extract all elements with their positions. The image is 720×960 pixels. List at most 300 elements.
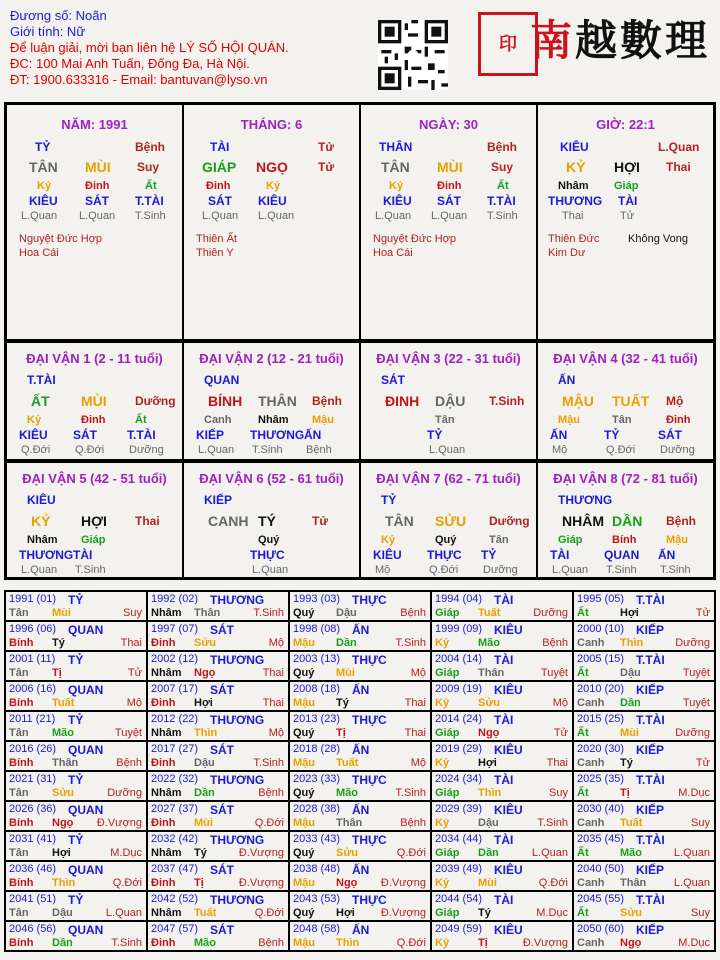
year-stem: Đinh: [151, 637, 176, 649]
year-label: 2029 (39): [435, 803, 483, 815]
hidden-stem: Canh: [204, 414, 232, 426]
earthly-branch: HỢI: [614, 159, 640, 175]
year-branch: Tý: [336, 697, 349, 709]
hidden-star: SÁT: [85, 194, 109, 208]
pillar-star: TỶ: [35, 140, 51, 154]
year-cell: [5, 711, 147, 741]
year-label: 2043 (53): [293, 893, 341, 905]
year-stem: Kỷ: [435, 937, 450, 949]
year-star: ẤN: [352, 743, 370, 757]
year-stage: Dưỡng: [107, 787, 142, 799]
hidden-stem: Đinh: [81, 414, 106, 426]
year-cell: [289, 681, 431, 711]
earthly-branch: MÙI: [85, 159, 111, 175]
hidden-stage: Dưỡng: [660, 444, 695, 456]
year-stem: Ất: [577, 607, 589, 619]
year-stage: M.Dục: [536, 907, 568, 919]
year-star: THƯƠNG: [210, 893, 265, 907]
year-label: 2016 (26): [9, 743, 57, 755]
annual-luck-table: [4, 590, 716, 952]
year-cell: [5, 801, 147, 831]
earthly-branch: TUẤT: [612, 393, 650, 409]
year-cell: [431, 891, 573, 921]
pillar-title: NGÀY: 30: [419, 117, 478, 132]
year-cell: [573, 711, 715, 741]
hidden-stem: Mậu: [312, 414, 334, 426]
year-label: 2025 (35): [577, 773, 625, 785]
hidden-star: SÁT: [208, 194, 232, 208]
hidden-stage: Dưỡng: [483, 564, 518, 576]
year-stem: Tân: [9, 847, 29, 859]
year-branch: Tị: [620, 787, 630, 799]
year-label: 2013 (23): [293, 713, 341, 725]
year-stage: L.Quan: [673, 847, 710, 859]
year-cell: [5, 591, 147, 621]
year-star: KIẾP: [636, 623, 665, 637]
year-star: QUAN: [68, 863, 104, 877]
year-label: 2033 (43): [293, 833, 341, 845]
year-cell: [147, 771, 289, 801]
year-stem: Nhâm: [151, 907, 182, 919]
year-star: SÁT: [210, 863, 234, 877]
year-cell: [5, 921, 147, 951]
special-star: Thiên Y: [196, 247, 234, 259]
branch-stage: T.Sinh: [489, 394, 525, 408]
year-label: 2032 (42): [151, 833, 199, 845]
hidden-star: TÀI: [550, 548, 570, 562]
dai-van-title: ĐẠI VẬN 6 (52 - 61 tuổi): [199, 471, 344, 486]
year-label: 1996 (06): [9, 623, 57, 635]
dai-van-star: KIÊU: [27, 493, 56, 507]
year-branch: Thân: [620, 877, 647, 889]
dai-van-title: ĐẠI VẬN 4 (32 - 41 tuổi): [553, 351, 698, 366]
year-cell: [431, 801, 573, 831]
pillar-day: [360, 104, 537, 340]
hidden-star: T.TÀI: [135, 194, 164, 208]
hidden-star: TÀI: [73, 548, 93, 562]
hidden-stem: Giáp: [614, 180, 639, 192]
year-star: TỶ: [68, 773, 84, 787]
year-branch: Tý: [52, 637, 65, 649]
pillar-star: KIÊU: [560, 140, 589, 154]
year-branch: Dần: [336, 637, 357, 649]
year-stem: Kỷ: [435, 637, 450, 649]
year-branch: Thìn: [52, 877, 76, 889]
year-label: 1992 (02): [151, 593, 199, 605]
hidden-stem: Đinh: [206, 180, 231, 192]
year-label: 2035 (45): [577, 833, 625, 845]
year-cell: [431, 651, 573, 681]
year-cell: [289, 861, 431, 891]
year-cell: [147, 831, 289, 861]
year-stage: L.Quan: [531, 847, 568, 859]
year-branch: Dần: [52, 937, 73, 949]
year-star: TỶ: [68, 713, 84, 727]
year-star: TỶ: [68, 593, 84, 607]
hidden-stage: Dưỡng: [129, 444, 164, 456]
year-star: KIẾP: [636, 683, 665, 697]
year-branch: Tý: [478, 907, 491, 919]
year-stem: Mậu: [293, 637, 315, 649]
year-stage: Thai: [262, 667, 284, 679]
phone-email-line: ĐT: 1900.633316 - Email: bantuvan@lyso.vn: [10, 72, 268, 87]
hidden-stage: T.Sinh: [660, 564, 691, 576]
year-branch: Ngọ: [620, 937, 642, 949]
year-star: KIÊU: [494, 683, 523, 697]
year-label: 2042 (52): [151, 893, 199, 905]
header-info: [10, 8, 289, 88]
year-label: 2047 (57): [151, 923, 199, 935]
earthly-branch: MÙI: [81, 393, 107, 409]
hidden-stage: Q.Đới: [21, 444, 51, 456]
year-stage: Bệnh: [258, 787, 284, 799]
year-branch: Mùi: [336, 667, 355, 679]
hidden-stage: T.Sinh: [75, 564, 106, 576]
year-label: 2002 (12): [151, 653, 199, 665]
year-star: THỰC: [352, 833, 387, 847]
year-stage: Thai: [404, 697, 426, 709]
year-label: 2038 (48): [293, 863, 341, 875]
year-label: 2018 (28): [293, 743, 341, 755]
hidden-stem: Nhâm: [258, 414, 289, 426]
year-stage: M.Dục: [110, 847, 142, 859]
year-cell: [431, 861, 573, 891]
year-cell: [573, 591, 715, 621]
year-cell: [573, 651, 715, 681]
year-branch: Thìn: [478, 787, 502, 799]
year-star: TÀI: [494, 773, 514, 787]
hidden-star: SÁT: [658, 428, 682, 442]
hidden-stage: L.Quan: [198, 444, 235, 456]
year-stage: Suy: [691, 907, 710, 919]
dai-van-title: ĐẠI VẬN 2 (12 - 21 tuổi): [199, 351, 344, 366]
year-stem: Tân: [9, 607, 29, 619]
year-label: 2010 (20): [577, 683, 625, 695]
year-stage: Tuyệt: [114, 727, 142, 739]
year-label: 2026 (36): [9, 803, 57, 815]
year-stage: Q.Đới: [254, 817, 284, 829]
year-cell: [147, 651, 289, 681]
year-star: QUAN: [68, 623, 104, 637]
hidden-stem: Ất: [497, 180, 509, 192]
year-stage: Thai: [262, 697, 284, 709]
year-stem: Ất: [577, 907, 589, 919]
hidden-stem: Kỷ: [266, 180, 281, 192]
year-label: 2028 (38): [293, 803, 341, 815]
year-star: QUAN: [68, 683, 104, 697]
year-star: T.TÀI: [636, 653, 665, 667]
hidden-stage: Mộ: [375, 564, 391, 576]
dai-van-cell: [183, 462, 360, 578]
heavenly-stem: NHÂM: [562, 513, 604, 529]
year-branch: Mão: [336, 787, 358, 799]
hidden-stem: Giáp: [558, 534, 583, 546]
year-label: 2048 (58): [293, 923, 341, 935]
year-star: T.TÀI: [636, 773, 665, 787]
year-cell: [289, 591, 431, 621]
dai-van-star: ẤN: [558, 373, 576, 387]
year-label: 2023 (33): [293, 773, 341, 785]
branch-stage: Suy: [137, 160, 160, 174]
year-stem: Kỷ: [435, 757, 450, 769]
year-cell: [431, 771, 573, 801]
year-branch: Tuất: [52, 697, 75, 709]
year-label: 2005 (15): [577, 653, 625, 665]
year-branch: Mùi: [620, 727, 639, 739]
year-star: TỶ: [68, 653, 84, 667]
pillar-star: TÀI: [210, 140, 230, 154]
hidden-stage: L.Quan: [429, 444, 466, 456]
year-branch: Dậu: [478, 817, 499, 829]
hidden-stem: Giáp: [81, 534, 106, 546]
year-label: 2050 (60): [577, 923, 625, 935]
dai-van-cell: [6, 462, 183, 578]
pillar-title: GIỜ: 22:1: [596, 117, 655, 132]
year-stem: Ất: [577, 847, 589, 859]
hidden-stem: Tân: [489, 534, 509, 546]
year-branch: Dậu: [52, 907, 73, 919]
hidden-stem: Kỷ: [389, 180, 404, 192]
year-star: TÀI: [494, 833, 514, 847]
year-stem: Kỷ: [435, 697, 450, 709]
year-stage: Thai: [404, 727, 426, 739]
year-stage: Đ.Vượng: [380, 907, 426, 919]
year-cell: [289, 771, 431, 801]
year-stem: Bính: [9, 937, 34, 949]
pillar-month: [183, 104, 360, 340]
year-stem: Mậu: [293, 697, 315, 709]
year-stage: Mộ: [126, 697, 142, 709]
heavenly-stem: ĐINH: [385, 393, 420, 409]
year-stage: Q.Đới: [254, 907, 284, 919]
year-branch: Hợi: [52, 847, 71, 859]
hidden-stem: Đinh: [85, 180, 110, 192]
dai-van-cell: [537, 342, 714, 460]
year-stem: Kỷ: [435, 877, 450, 889]
pillar-stage: Tử: [318, 140, 335, 154]
year-star: QUAN: [68, 923, 104, 937]
year-stage: Đ.Vượng: [380, 877, 426, 889]
hidden-star: THƯƠNG: [19, 548, 74, 562]
year-cell: [573, 921, 715, 951]
year-cell: [289, 651, 431, 681]
dai-van-title: ĐẠI VẬN 3 (22 - 31 tuổi): [376, 351, 521, 366]
year-branch: Tị: [336, 727, 346, 739]
year-cell: [573, 891, 715, 921]
branch-stage: Dưỡng: [135, 394, 176, 408]
year-label: 2030 (40): [577, 803, 625, 815]
hidden-star: TỶ: [604, 428, 620, 442]
pillar-stage: L.Quan: [658, 140, 700, 154]
year-cell: [573, 861, 715, 891]
year-stage: Mộ: [268, 727, 284, 739]
year-cell: [573, 771, 715, 801]
branch-stage: Thai: [666, 160, 691, 174]
year-branch: Thìn: [194, 727, 218, 739]
year-cell: [289, 891, 431, 921]
dai-van-star: QUAN: [204, 373, 240, 387]
branch-stage: Dưỡng: [489, 514, 530, 528]
year-cell: [147, 801, 289, 831]
year-stem: Đinh: [151, 757, 176, 769]
year-stage: Mộ: [410, 667, 426, 679]
year-stem: Nhâm: [151, 847, 182, 859]
hidden-stem: Ất: [145, 180, 157, 192]
year-label: 2012 (22): [151, 713, 199, 725]
year-star: TÀI: [494, 593, 514, 607]
year-branch: Hợi: [620, 607, 639, 619]
year-stage: Bệnh: [116, 757, 142, 769]
year-stem: Đinh: [151, 877, 176, 889]
hidden-stem: Đinh: [437, 180, 462, 192]
special-star: Kim Dư: [548, 247, 586, 259]
hidden-stage: T.Sinh: [606, 564, 637, 576]
year-branch: Tuất: [620, 817, 643, 829]
year-stem: Canh: [577, 817, 605, 829]
hidden-stage: L.Quan: [21, 210, 58, 222]
earthly-branch: TÝ: [258, 513, 276, 529]
year-stem: Canh: [577, 877, 605, 889]
year-cell: [431, 621, 573, 651]
hidden-star: KIẾP: [196, 428, 225, 442]
year-stage: Thai: [546, 757, 568, 769]
year-stage: T.Sinh: [395, 637, 426, 649]
year-branch: Tuất: [478, 607, 501, 619]
year-branch: Sửu: [194, 637, 217, 649]
year-stem: Quý: [293, 907, 315, 919]
hidden-stage: L.Quan: [431, 210, 468, 222]
year-cell: [147, 681, 289, 711]
hidden-stem: Tân: [435, 414, 455, 426]
year-cell: [147, 921, 289, 951]
year-star: T.TÀI: [636, 893, 665, 907]
year-label: 2015 (25): [577, 713, 625, 725]
year-star: SÁT: [210, 683, 234, 697]
year-branch: Dần: [194, 787, 215, 799]
year-stem: Mậu: [293, 817, 315, 829]
year-stage: Mộ: [268, 637, 284, 649]
pillar-title: THÁNG: 6: [240, 117, 303, 132]
pillar-stage: Bệnh: [135, 140, 165, 154]
hidden-stage: L.Quan: [252, 564, 289, 576]
year-label: 2000 (10): [577, 623, 625, 635]
year-star: SÁT: [210, 923, 234, 937]
year-star: THƯƠNG: [210, 773, 265, 787]
dai-van-star: THƯƠNG: [558, 493, 613, 507]
year-star: ẤN: [352, 923, 370, 937]
year-branch: Thìn: [620, 637, 644, 649]
year-star: THƯƠNG: [210, 833, 265, 847]
year-star: TÀI: [494, 713, 514, 727]
year-stage: T.Sinh: [111, 937, 142, 949]
year-star: THỰC: [352, 593, 387, 607]
year-stem: Ất: [577, 667, 589, 679]
hidden-stem: Nhâm: [558, 180, 589, 192]
year-stem: Quý: [293, 787, 315, 799]
year-stage: Thai: [120, 637, 142, 649]
address-line: ĐC: 100 Mai Anh Tuấn, Đống Đa, Hà Nội.: [10, 56, 250, 71]
year-branch: Tuất: [336, 757, 359, 769]
year-star: SÁT: [210, 803, 234, 817]
year-stem: Mậu: [293, 877, 315, 889]
hidden-stem: Bính: [612, 534, 637, 546]
year-label: 2006 (16): [9, 683, 57, 695]
dai-van-cell: [6, 342, 183, 460]
year-cell: [573, 801, 715, 831]
year-stem: Ất: [577, 787, 589, 799]
year-branch: Thìn: [336, 937, 360, 949]
year-branch: Dần: [620, 697, 641, 709]
dai-van-cell: [183, 342, 360, 460]
year-cell: [289, 921, 431, 951]
year-label: 2045 (55): [577, 893, 625, 905]
hidden-stage: Q.Đới: [429, 564, 459, 576]
year-branch: Tị: [478, 937, 488, 949]
year-label: 2034 (44): [435, 833, 483, 845]
year-label: 1997 (07): [151, 623, 199, 635]
year-stem: Tân: [9, 907, 29, 919]
year-cell: [147, 741, 289, 771]
year-stem: Bính: [9, 877, 34, 889]
earthly-branch: HỢI: [81, 513, 107, 529]
hidden-star: SÁT: [73, 428, 97, 442]
year-stem: Canh: [577, 937, 605, 949]
year-stage: Mộ: [410, 757, 426, 769]
year-stem: Kỷ: [435, 817, 450, 829]
year-label: 2039 (49): [435, 863, 483, 875]
branch-stage: Thai: [135, 514, 160, 528]
year-cell: [5, 681, 147, 711]
hidden-star: THỰC: [250, 548, 285, 562]
dai-van-star: TỶ: [381, 493, 397, 507]
dai-van-title: ĐẠI VẬN 8 (72 - 81 tuổi): [553, 471, 698, 486]
earthly-branch: DẦN: [612, 513, 643, 529]
year-branch: Dậu: [194, 757, 215, 769]
year-branch: Sửu: [52, 787, 75, 799]
branch-stage: Mộ: [666, 394, 684, 408]
year-label: 1998 (08): [293, 623, 341, 635]
special-star: Thiên Đức: [548, 233, 600, 245]
year-star: QUAN: [68, 803, 104, 817]
earthly-branch: MÙI: [437, 159, 463, 175]
year-branch: Ngọ: [194, 667, 216, 679]
hidden-star: TỶ: [481, 548, 497, 562]
year-branch: Dậu: [620, 667, 641, 679]
year-cell: [573, 681, 715, 711]
branch-stage: Suy: [491, 160, 514, 174]
year-stage: T.Sinh: [253, 607, 284, 619]
year-star: KIẾP: [636, 863, 665, 877]
year-star: THƯƠNG: [210, 653, 265, 667]
year-star: THỰC: [352, 653, 387, 667]
year-cell: [431, 681, 573, 711]
year-stage: M.Dục: [678, 787, 710, 799]
year-stage: Suy: [123, 607, 142, 619]
year-star: ẤN: [352, 863, 370, 877]
hidden-star: THƯƠNG: [250, 428, 305, 442]
year-stem: Giáp: [435, 667, 460, 679]
heavenly-stem: KỶ: [31, 513, 51, 529]
pillar-hour: [537, 104, 714, 340]
year-stem: Đinh: [151, 817, 176, 829]
year-stem: Canh: [577, 697, 605, 709]
heavenly-stem: TÂN: [385, 513, 414, 529]
year-stem: Giáp: [435, 607, 460, 619]
hidden-star: KIÊU: [258, 194, 287, 208]
year-stage: Bệnh: [400, 607, 426, 619]
hidden-stem: Mậu: [558, 414, 580, 426]
branch-stage: Tử: [318, 160, 335, 174]
